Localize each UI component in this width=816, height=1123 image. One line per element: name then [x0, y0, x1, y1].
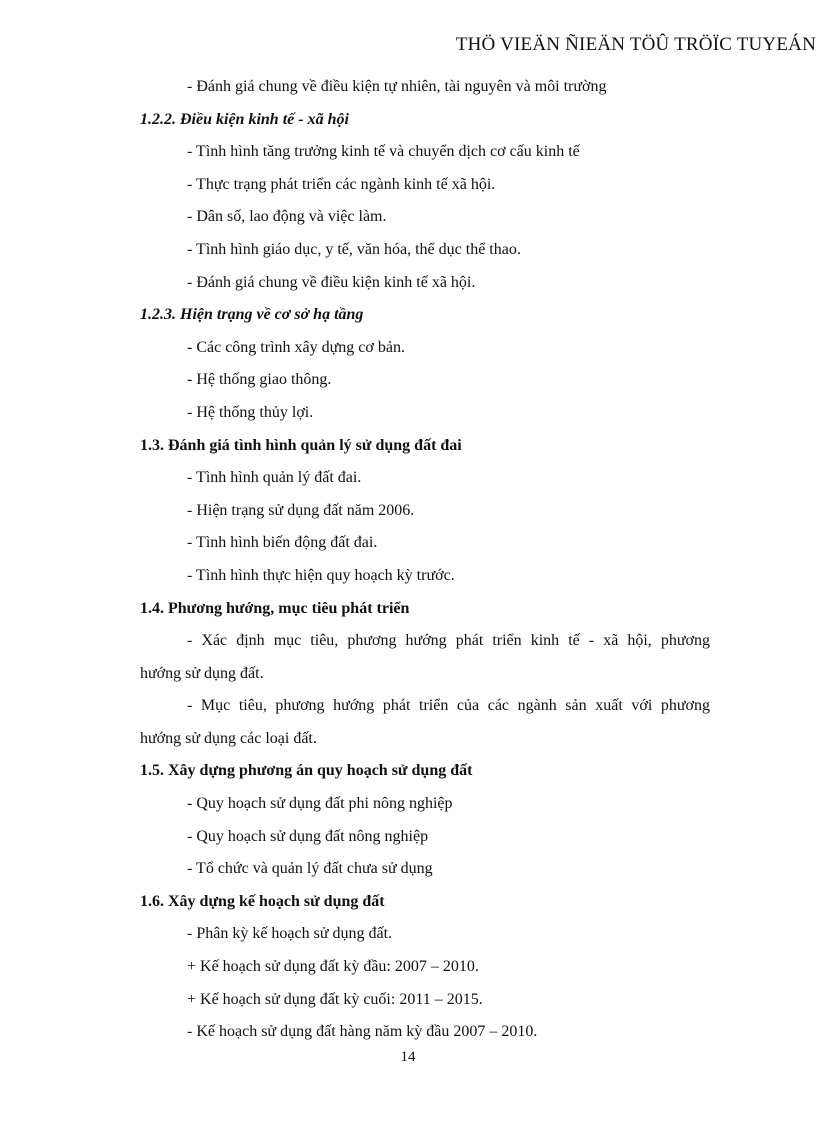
document-body — [140, 74, 710, 1052]
bullet-item: + Kế hoạch sử dụng đất kỳ đầu: 2007 – 2010. — [187, 958, 479, 976]
bullet-item: - Quy hoạch sử dụng đất nông nghiệp — [187, 827, 429, 845]
bullet-item: + Kế hoạch sử dụng đất kỳ cuối: 2011 – 2015. — [187, 990, 483, 1008]
bullet-item: - Tình hình tăng trưởng kinh tế và chuyển dịch cơ cấu kinh tế — [187, 143, 580, 161]
paragraph-line: - Mục tiêu, phương hướng phát triển của các ngành sản xuất với phương — [187, 697, 710, 715]
bullet-item: - Tình hình biến động đất đai. — [187, 534, 378, 552]
paragraph-line: hướng sử dụng đất. — [140, 664, 264, 682]
section-heading: 1.6. Xây dựng kế hoạch sử dụng đất — [140, 892, 385, 910]
bullet-item: - Hiện trạng sử dụng đất năm 2006. — [187, 501, 415, 519]
bullet-item: - Quy hoạch sử dụng đất phi nông nghiệp — [187, 795, 453, 813]
bullet-item: - Dân số, lao động và việc làm. — [187, 208, 387, 226]
bullet-item: - Phân kỳ kế hoạch sử dụng đất. — [187, 925, 393, 943]
bullet-item: - Các công trình xây dựng cơ bản. — [187, 338, 405, 356]
bullet-item: - Kế hoạch sử dụng đất hàng năm kỳ đầu 2007 – 2010. — [187, 1023, 538, 1041]
bullet-item: - Tổ chức và quản lý đất chưa sử dụng — [187, 860, 433, 878]
section-heading: 1.3. Đánh giá tình hình quản lý sử dụng đất đai — [140, 436, 462, 454]
section-heading: 1.4. Phương hướng, mục tiêu phát triển — [140, 599, 410, 617]
bullet-item: - Hệ thống giao thông. — [187, 371, 332, 389]
bullet-item: - Đánh giá chung về điều kiện kinh tế xã hội. — [187, 273, 476, 291]
bullet-item: - Tình hình thực hiện quy hoạch kỳ trước. — [187, 566, 455, 584]
page-header: THÖ VIEÄN ÑIEÄN TÖÛ TRÖÏC TUYEÁN — [455, 34, 816, 55]
bullet-item: - Tình hình quản lý đất đai. — [187, 469, 362, 487]
section-heading: 1.2.3. Hiện trạng về cơ sở hạ tầng — [140, 306, 364, 324]
bullet-item: - Thực trạng phát triển các ngành kinh tế xã hội. — [187, 175, 496, 193]
page-number: 14 — [400, 1049, 416, 1065]
section-heading: 1.2.2. Điều kiện kinh tế - xã hội — [140, 110, 349, 128]
bullet-item: - Tình hình giáo dục, y tế, văn hóa, thể dục thể thao. — [187, 240, 521, 258]
bullet-item: - Đánh giá chung về điều kiện tự nhiên, tài nguyên và môi trường — [187, 78, 607, 95]
section-heading: 1.5. Xây dựng phương án quy hoạch sử dụng đất — [140, 762, 473, 780]
paragraph-line: hướng sử dụng các loại đất. — [140, 729, 317, 747]
bullet-item: - Hệ thống thủy lợi. — [187, 403, 314, 421]
paragraph-line: - Xác định mục tiêu, phương hướng phát triển kinh tế - xã hội, phương — [187, 632, 710, 650]
